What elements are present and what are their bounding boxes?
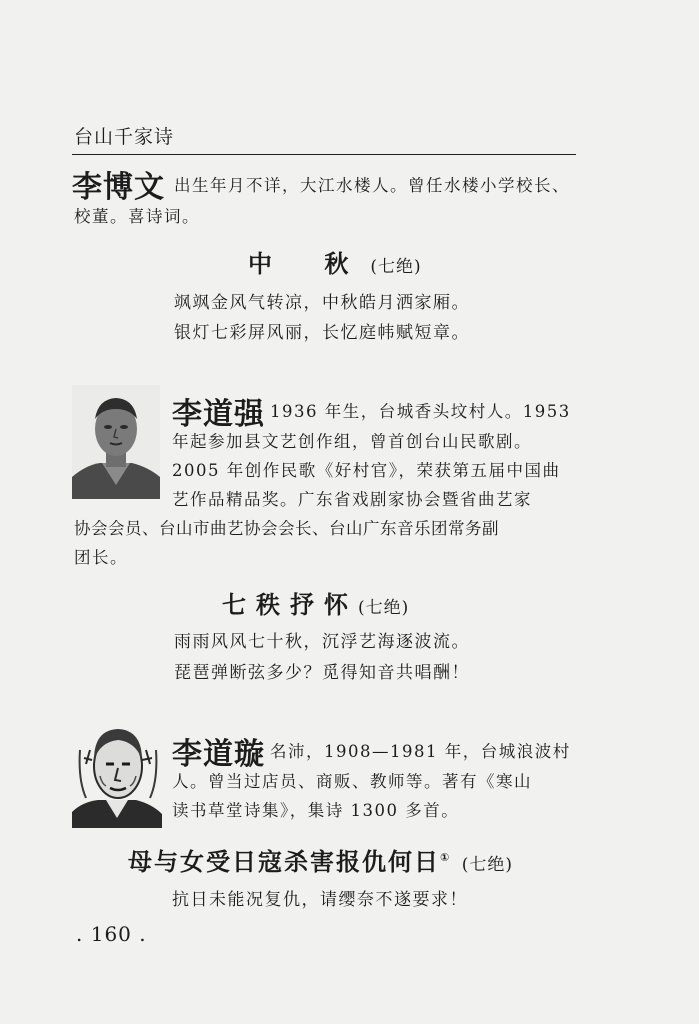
running-header: 台山千家诗	[74, 126, 175, 148]
poem-title	[248, 244, 422, 279]
author-sketch-portrait	[72, 720, 162, 828]
author-bio-line: 名沛，1908—1981 年，台城浪波村	[270, 742, 571, 761]
author-bio-line: 团长。	[74, 548, 128, 567]
author-bio-line: 人。曾当过店员、商贩、教师等。著有《寒山	[172, 772, 532, 791]
poem-form: (七绝)	[461, 855, 513, 875]
poem-form: (七绝)	[358, 598, 410, 618]
poem-line: 雨雨风风七十秋，沉浮艺海逐波流。	[174, 632, 470, 652]
poem-line: 琵琶弹断弦多少？觅得知音共唱酬！	[174, 663, 470, 683]
author-bio-line: 出生年月不详，大江水楼人。曾任水楼小学校长、	[174, 176, 570, 195]
poem-line: 银灯七彩屏风丽，长忆庭帏赋短章。	[174, 323, 470, 343]
poem-title	[128, 842, 513, 877]
footnote-marker: ①	[440, 851, 452, 864]
poem-form: (七绝)	[370, 257, 422, 277]
poem-line: 抗日未能况复仇，请缨奈不遂要求！	[172, 890, 468, 910]
poem-line: 飒飒金风气转凉，中秋皓月洒家厢。	[174, 293, 470, 313]
author-bio-line: 艺作品精品奖。广东省戏剧家协会暨省曲艺家	[172, 490, 532, 509]
author-portrait	[72, 385, 160, 499]
author-bio-line: 年起参加县文艺创作组，曾首创台山民歌剧。	[172, 432, 532, 451]
poem-title	[222, 585, 409, 620]
author-bio-line: 读书草堂诗集》，集诗 1300 多首。	[172, 801, 460, 820]
author-bio-line: 2005 年创作民歌《好村官》，荣获第五届中国曲	[172, 461, 561, 480]
header-rule	[72, 154, 576, 155]
author-bio-line: 1936 年生，台城香头坟村人。1953	[270, 402, 571, 421]
author-bio-line: 协会会员、台山市曲艺协会会长、台山广东音乐团常务副	[74, 519, 499, 538]
author-name: 李博文	[72, 170, 165, 205]
poem-title-text: 母与女受日寇杀害报仇何日	[128, 848, 440, 876]
author-bio-line: 校董。喜诗词。	[74, 207, 200, 226]
poem-title-text: 中 秋	[248, 250, 371, 278]
poem-title-text: 七秩抒怀	[222, 591, 358, 619]
page-number: . 160 .	[76, 922, 147, 946]
author-name: 李道强	[172, 397, 265, 432]
author-name: 李道璇	[172, 737, 265, 772]
